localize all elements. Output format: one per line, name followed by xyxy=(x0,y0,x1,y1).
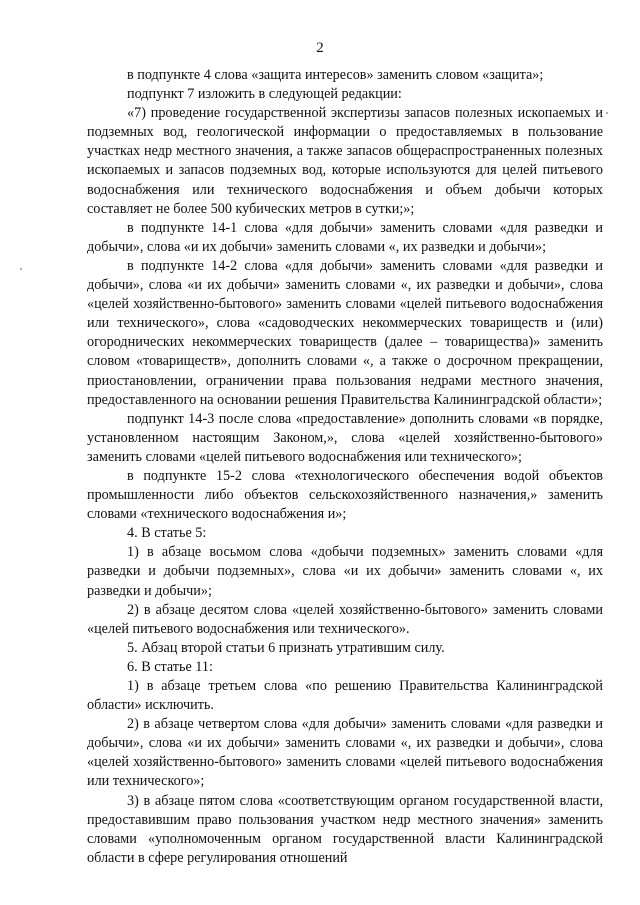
paragraph: 4. В статье 5: xyxy=(127,525,207,542)
paragraph: 2) в абзаце четвертом слова «для добычи» заменить словами «для разведки и добычи», слова «и их добычи» заменить словами «, их разведки и добычи», слова «целей хозяйственно-бытового» заменить словами «целей питьевого водоснабжения или технического»; xyxy=(87,716,603,790)
scan-speck xyxy=(606,112,608,114)
paragraph: 6. В статье 11: xyxy=(127,658,213,675)
paragraph: 5. Абзац второй статьи 6 признать утратившим силу. xyxy=(127,639,445,656)
paragraph: 3) в абзаце пятом слова «соответствующим органом государственной власти, предоставившим право пользования участком недр местного значения» заменить словами «уполномоченным органом государственной власти Калининградской области в сфере регулирования отношений xyxy=(87,792,603,866)
page-number: 2 xyxy=(316,40,324,56)
paragraph: подпункт 14-3 после слова «предоставление» дополнить словами «в порядке, установленном настоящим Законом,», слова «целей хозяйственно-бытового» заменить словами «целей питьевого водоснабжения или технического»; xyxy=(87,410,603,465)
paragraph: в подпункте 15-2 слова «технологического обеспечения водой объектов промышленности либо объектов сельскохозяйственного назначения,» заменить словами «технического водоснабжения и»; xyxy=(87,467,603,523)
paragraph: в подпункте 14-1 слова «для добычи» заменить словами «для разведки и добычи», слова «и их добычи» заменить словами «, их разведки и добычи»; xyxy=(87,219,603,255)
paragraph: 1) в абзаце восьмом слова «добычи подземных» заменить словами «для разведки и добычи подземных», слова «и их добычи» заменить словами «, их разведки и добычи»; xyxy=(87,544,603,599)
paragraph: 1) в абзаце третьем слова «по решению Правительства Калининградской области» исключить. xyxy=(87,678,603,714)
paragraph: «7) проведение государственной экспертизы запасов полезных ископаемых и подземных вод, геологической информации о предоставляемых в пользование участках недр местного значения, а также запасов общераспространенных полезных ископаемых и запасов подземных вод, которые используются для целей питьевого водоснабжения или технического водоснабжения и объем добычи которых составляет не более 500 кубических метров в сутки;»; xyxy=(87,105,603,217)
paragraph: в подпункте 4 слова «защита интересов» заменить словом «защита»; xyxy=(127,67,544,83)
scan-speck xyxy=(20,268,22,270)
document-body xyxy=(87,66,603,868)
paragraph: в подпункте 14-2 слова «для добычи» заменить словами «для разведки и добычи», слова «и их добычи» заменить словами «, их разведки и добычи», слова «целей хозяйственно-бытового» заменить словами «целей питьевого водоснабжения или технического», слова «садоводческих некоммерческих товариществ и (или) огороднических некоммерческих товариществ (далее – товарищества)» заменить словом «товариществ», дополнить словами «, а также о досрочном прекращении, приостановлении, ограничении права пользования недрами местного значения, предоставленного на основании решения Правительства Калининградской области»; xyxy=(87,257,603,408)
paragraph: 2) в абзаце десятом слова «целей хозяйственно-бытового» заменить словами «целей питьевого водоснабжения или технического». xyxy=(87,601,603,637)
paragraph: подпункт 7 изложить в следующей редакции: xyxy=(127,86,402,103)
